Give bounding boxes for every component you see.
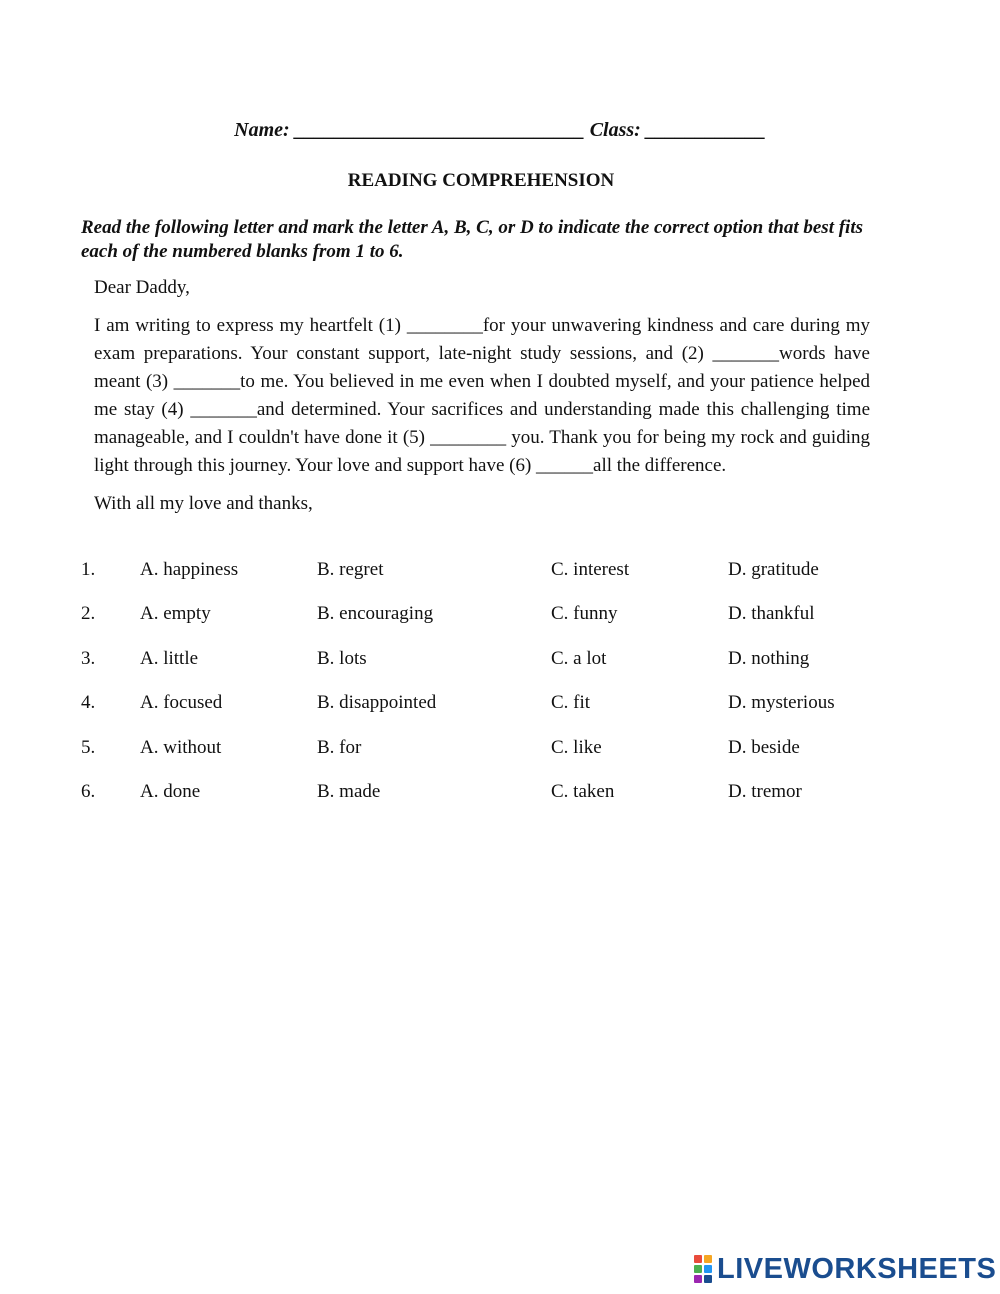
letter-body: I am writing to express my heartfelt (1) ________for your unwavering kindness and care during my exam preparations. Your constant support, late-night study sessions, and (2) _______words have meant (3) _______to me. You believed in me even when I doubted myself, and your patience helped me stay (4) _______and determined. Your sacrifices and understanding made this challenging time manageable, and I couldn't have done it (5) ________ you. Thank you for being my rock and guiding light through this journey. Your love and support have (6) ______all the difference. [94, 315, 870, 476]
option-b[interactable]: B. lots [317, 647, 367, 669]
option-d[interactable]: D. mysterious [728, 692, 835, 714]
option-a[interactable]: A. focused [140, 692, 223, 714]
option-b[interactable]: B. for [317, 736, 362, 758]
instructions: Read the following letter and mark the letter A, B, C, or D to indicate the correct option that best fits each of the numbered blanks from 1 to 6. [81, 217, 864, 262]
question-row-3 [81, 645, 941, 689]
question-number: 4. [81, 692, 96, 714]
brand-wordmark: LIVEWORKSHEETS [717, 1252, 997, 1285]
logo-tile [694, 1255, 702, 1263]
logo-tile [704, 1275, 712, 1283]
question-number: 5. [81, 736, 96, 758]
option-c[interactable]: C. like [551, 736, 602, 758]
option-d[interactable]: D. nothing [728, 647, 810, 669]
logo-tile [694, 1265, 702, 1273]
logo-tile [704, 1255, 712, 1263]
question-number: 6. [81, 780, 96, 802]
option-a[interactable]: A. empty [140, 603, 211, 625]
question-row-4 [81, 689, 941, 733]
liveworksheets-logo-icon [694, 1255, 712, 1283]
question-row-2 [81, 600, 941, 644]
option-d[interactable]: D. beside [728, 736, 800, 758]
logo-tile [694, 1275, 702, 1283]
option-b[interactable]: B. encouraging [317, 603, 434, 625]
option-d[interactable]: D. tremor [728, 780, 802, 802]
question-number: 2. [81, 603, 96, 625]
question-options [81, 556, 941, 822]
option-c[interactable]: C. taken [551, 780, 615, 802]
letter-greeting: Dear Daddy, [94, 277, 190, 298]
option-b[interactable]: B. disappointed [317, 692, 437, 714]
name-class-line: Name: _____________________________ Class: ____________ [234, 119, 766, 141]
question-number: 3. [81, 647, 96, 669]
option-b[interactable]: B. regret [317, 559, 384, 580]
page-title: READING COMPREHENSION [347, 170, 615, 191]
logo-tile [704, 1265, 712, 1273]
option-a[interactable]: A. little [140, 647, 199, 669]
question-row-6 [81, 778, 941, 822]
liveworksheets-brand [694, 1252, 996, 1286]
option-b[interactable]: B. made [317, 780, 381, 802]
option-c[interactable]: C. funny [551, 603, 618, 625]
option-a[interactable]: A. done [140, 780, 201, 802]
option-a[interactable]: A. without [140, 736, 222, 758]
option-d[interactable]: D. thankful [728, 603, 815, 625]
letter [94, 274, 870, 518]
option-d[interactable]: D. gratitude [728, 559, 819, 580]
question-number: 1. [81, 559, 96, 580]
question-row-1 [81, 556, 941, 600]
option-c[interactable]: C. fit [551, 692, 591, 714]
letter-closing: With all my love and thanks, [94, 493, 313, 514]
option-a[interactable]: A. happiness [140, 559, 239, 580]
option-c[interactable]: C. interest [551, 559, 630, 580]
question-row-5 [81, 734, 941, 778]
option-c[interactable]: C. a lot [551, 647, 607, 669]
